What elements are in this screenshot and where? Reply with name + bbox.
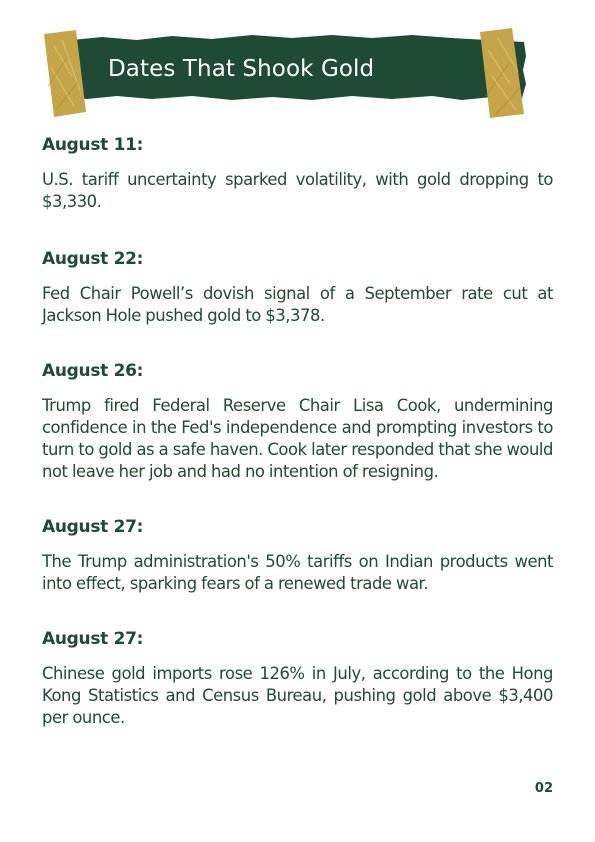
entry-description: The Trump administration's 50% tariffs on Indian products went into effect, sparking fears of a renewed trade war. [42,552,553,593]
entry-date: August 27: [42,517,144,537]
entry-date: August 27: [42,629,144,649]
right-tape-graphic [480,28,524,118]
timeline-entry [42,134,553,213]
title-banner [42,26,528,120]
timeline-entry [42,248,553,327]
entry-description: Trump fired Federal Reserve Chair Lisa Cook, undermining confidence in the Fed's independence and prompting investors to turn to gold as a safe haven. Cook later responded that she would not leave her job and had no intention of resigning. [42,396,553,481]
timeline-entry [42,628,553,729]
page-title: Dates That Shook Gold [108,56,375,82]
entry-description: Fed Chair Powell’s dovish signal of a September rate cut at Jackson Hole pushed gold to $3,378. [42,284,553,325]
timeline-list [42,134,553,729]
timeline-entry [42,360,553,483]
entry-description: Chinese gold imports rose 126% in July, according to the Hong Kong Statistics and Census Bureau, pushing gold above $3,400 per ounce. [42,664,553,727]
entry-date: August 11: [42,135,144,155]
entry-date: August 22: [42,249,144,269]
entry-description: U.S. tariff uncertainty sparked volatility, with gold dropping to $3,330. [42,170,553,211]
page-number: 02 [534,781,553,796]
timeline-entry [42,516,553,595]
entry-date: August 26: [42,361,144,381]
